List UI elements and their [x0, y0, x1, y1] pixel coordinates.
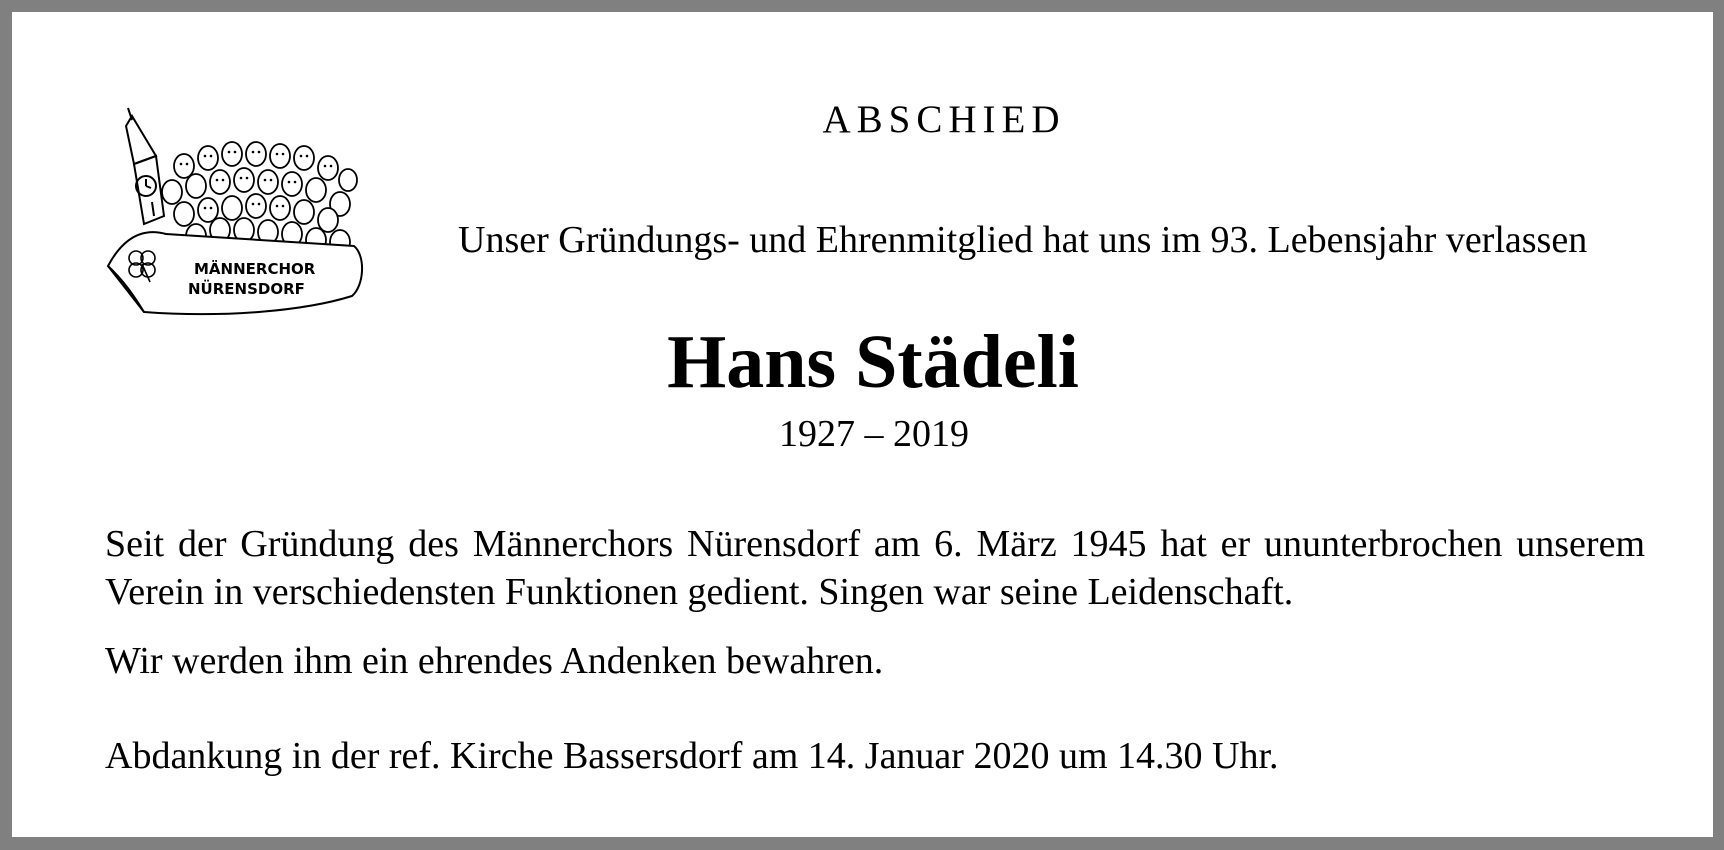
tribute-paragraph: Seit der Gründung des Männerchors Nürensdorf am 6. März 1945 hat er ununterbrochen unserem Verein in verschiedensten Funktionen gedient. Singen war seine Leidenschaft.	[105, 523, 1645, 613]
deceased-name	[12, 321, 1724, 403]
deceased-name-text: Hans Städeli	[667, 320, 1079, 404]
logo-text-line2: NÜRENSDORF	[188, 280, 305, 298]
notice-heading: ABSCHIED	[822, 98, 1066, 141]
life-years: 1927 – 2019	[779, 413, 969, 455]
remembrance-paragraph: Wir werden ihm ein ehrendes Andenken bewahren.	[105, 640, 884, 682]
logo-text-line1: MÄNNERCHOR	[194, 260, 316, 278]
notice-subtitle: Unser Gründungs- und Ehrenmitglied hat uns im 93. Lebensjahr verlassen	[458, 219, 1588, 261]
choir-logo	[104, 106, 384, 351]
funeral-paragraph: Abdankung in der ref. Kirche Bassersdorf am 14. Januar 2020 um 14.30 Uhr.	[105, 735, 1279, 777]
